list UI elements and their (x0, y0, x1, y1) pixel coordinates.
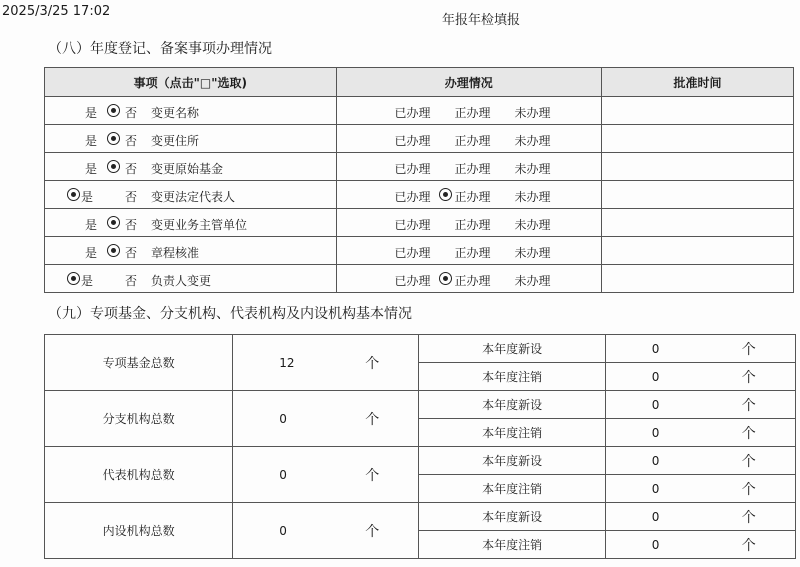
section-8-title: （八）年度登记、备案事项办理情况 (48, 41, 272, 57)
unit-label: 个 (741, 537, 756, 554)
institutions-table (44, 334, 796, 559)
status-option[interactable]: 正办理 (454, 246, 491, 260)
status-option[interactable]: 未办理 (514, 246, 551, 260)
cancel-count-value: 0 (651, 481, 660, 496)
no-option[interactable]: 否 (125, 218, 138, 232)
approval-time-cell[interactable] (602, 209, 794, 237)
status-option[interactable]: 已办理 (394, 106, 431, 120)
yes-option[interactable]: 是 (81, 274, 94, 288)
table-row (45, 181, 794, 209)
new-count-cell[interactable] (605, 503, 795, 531)
print-timestamp: 2025/3/25 17:02 (2, 4, 111, 19)
cancel-label: 本年度注销 (419, 419, 605, 447)
unit-label: 个 (741, 397, 756, 414)
item-name: 变更住所 (151, 134, 200, 148)
status-option[interactable]: 正办理 (454, 190, 491, 204)
item-cell (45, 237, 337, 265)
unit-label: 个 (741, 341, 756, 358)
approval-time-cell[interactable] (602, 237, 794, 265)
status-cell (336, 153, 602, 181)
table-row (45, 125, 794, 153)
status-option[interactable]: 未办理 (514, 274, 551, 288)
group-total-value: 12 (279, 355, 295, 370)
item-cell (45, 97, 337, 125)
cancel-count-cell[interactable] (605, 363, 795, 391)
group-name: 代表机构总数 (45, 447, 233, 503)
new-label: 本年度新设 (419, 335, 605, 363)
unit-label: 个 (741, 509, 756, 526)
status-option[interactable]: 正办理 (454, 274, 491, 288)
table-row (45, 97, 794, 125)
status-option[interactable]: 已办理 (394, 274, 431, 288)
item-cell (45, 181, 337, 209)
cancel-label: 本年度注销 (419, 363, 605, 391)
table-row (45, 391, 796, 419)
table-row (45, 153, 794, 181)
item-cell (45, 209, 337, 237)
status-option[interactable]: 正办理 (454, 134, 491, 148)
item-cell (45, 265, 337, 293)
no-option[interactable]: 否 (125, 246, 138, 260)
group-total-value: 0 (279, 523, 287, 538)
radio-selected-icon[interactable] (107, 104, 120, 117)
new-count-value: 0 (651, 509, 660, 524)
table-row (45, 447, 796, 475)
status-cell (336, 265, 602, 293)
group-name: 分支机构总数 (45, 391, 233, 447)
radio-selected-icon[interactable] (107, 244, 120, 257)
yes-option[interactable]: 是 (85, 134, 98, 148)
cancel-count-cell[interactable] (605, 475, 795, 503)
group-total-value: 0 (279, 411, 287, 426)
new-count-cell[interactable] (605, 447, 795, 475)
cancel-label: 本年度注销 (419, 475, 605, 503)
unit-label: 个 (741, 453, 756, 470)
cancel-label: 本年度注销 (419, 531, 605, 559)
approval-time-cell[interactable] (602, 153, 794, 181)
status-cell (336, 209, 602, 237)
item-name: 变更名称 (151, 106, 200, 120)
item-name: 负责人变更 (151, 274, 212, 288)
table-row (45, 209, 794, 237)
cancel-count-value: 0 (651, 425, 660, 440)
approval-time-cell[interactable] (602, 265, 794, 293)
status-option[interactable]: 正办理 (454, 106, 491, 120)
approval-time-cell[interactable] (602, 97, 794, 125)
table-row (45, 335, 796, 363)
unit-label: 个 (741, 369, 756, 386)
item-name: 变更业务主管单位 (151, 218, 248, 232)
radio-selected-icon[interactable] (439, 188, 452, 201)
yes-option[interactable]: 是 (85, 162, 98, 176)
radio-selected-icon[interactable] (107, 132, 120, 145)
registration-items-table (44, 67, 794, 293)
status-option[interactable]: 已办理 (394, 134, 431, 148)
status-cell (336, 97, 602, 125)
status-option[interactable]: 正办理 (454, 162, 491, 176)
radio-selected-icon[interactable] (67, 188, 80, 201)
new-count-cell[interactable] (605, 391, 795, 419)
new-label: 本年度新设 (419, 503, 605, 531)
group-total-value: 0 (279, 467, 287, 482)
new-label: 本年度新设 (419, 391, 605, 419)
table-row (45, 265, 794, 293)
group-name: 专项基金总数 (45, 335, 233, 391)
approval-time-cell[interactable] (602, 181, 794, 209)
yes-option[interactable]: 是 (81, 190, 94, 204)
table-row (45, 503, 796, 531)
radio-selected-icon[interactable] (439, 272, 452, 285)
status-option[interactable]: 正办理 (454, 218, 491, 232)
status-option[interactable]: 未办理 (514, 106, 551, 120)
radio-selected-icon[interactable] (107, 160, 120, 173)
status-option[interactable]: 未办理 (514, 218, 551, 232)
yes-option[interactable]: 是 (85, 106, 98, 120)
status-option[interactable]: 已办理 (394, 190, 431, 204)
unit-label: 个 (741, 425, 756, 442)
no-option[interactable]: 否 (125, 274, 138, 288)
status-option[interactable]: 已办理 (394, 246, 431, 260)
no-option[interactable]: 否 (125, 190, 138, 204)
item-name: 变更法定代表人 (151, 190, 236, 204)
cancel-count-value: 0 (651, 369, 660, 384)
item-cell (45, 125, 337, 153)
new-count-cell[interactable] (605, 335, 795, 363)
new-count-value: 0 (651, 341, 660, 356)
item-name: 变更原始基金 (151, 162, 224, 176)
new-count-value: 0 (651, 453, 660, 468)
new-label: 本年度新设 (419, 447, 605, 475)
no-option[interactable]: 否 (125, 162, 138, 176)
approval-time-cell[interactable] (602, 125, 794, 153)
yes-option[interactable]: 是 (85, 246, 98, 260)
group-name: 内设机构总数 (45, 503, 233, 559)
cancel-count-cell[interactable] (605, 531, 795, 559)
status-option[interactable]: 未办理 (514, 134, 551, 148)
group-total-cell[interactable] (233, 503, 419, 559)
status-cell (336, 125, 602, 153)
unit-label: 个 (365, 523, 380, 540)
unit-label: 个 (741, 481, 756, 498)
no-option[interactable]: 否 (125, 106, 138, 120)
item-name: 章程核准 (151, 246, 200, 260)
column-header-status: 办理情况 (336, 68, 602, 97)
no-option[interactable]: 否 (125, 134, 138, 148)
group-total-cell[interactable] (233, 447, 419, 503)
status-cell (336, 181, 602, 209)
group-total-cell[interactable] (233, 335, 419, 391)
document-title: 年报年检填报 (442, 13, 521, 28)
status-option[interactable]: 未办理 (514, 162, 551, 176)
new-count-value: 0 (651, 397, 660, 412)
status-cell (336, 237, 602, 265)
status-option[interactable]: 未办理 (514, 190, 551, 204)
radio-selected-icon[interactable] (67, 272, 80, 285)
cancel-count-value: 0 (651, 537, 660, 552)
cancel-count-cell[interactable] (605, 419, 795, 447)
table-row (45, 237, 794, 265)
status-option[interactable]: 已办理 (394, 162, 431, 176)
unit-label: 个 (365, 467, 380, 484)
column-header-item: 事项（点击"□"选取) (45, 68, 337, 97)
section-9-title: （九）专项基金、分支机构、代表机构及内设机构基本情况 (48, 306, 412, 322)
status-option[interactable]: 已办理 (394, 218, 431, 232)
unit-label: 个 (365, 411, 380, 428)
group-total-cell[interactable] (233, 391, 419, 447)
column-header-approval-time: 批准时间 (602, 68, 794, 97)
yes-option[interactable]: 是 (85, 218, 98, 232)
radio-selected-icon[interactable] (107, 216, 120, 229)
unit-label: 个 (365, 355, 380, 372)
item-cell (45, 153, 337, 181)
